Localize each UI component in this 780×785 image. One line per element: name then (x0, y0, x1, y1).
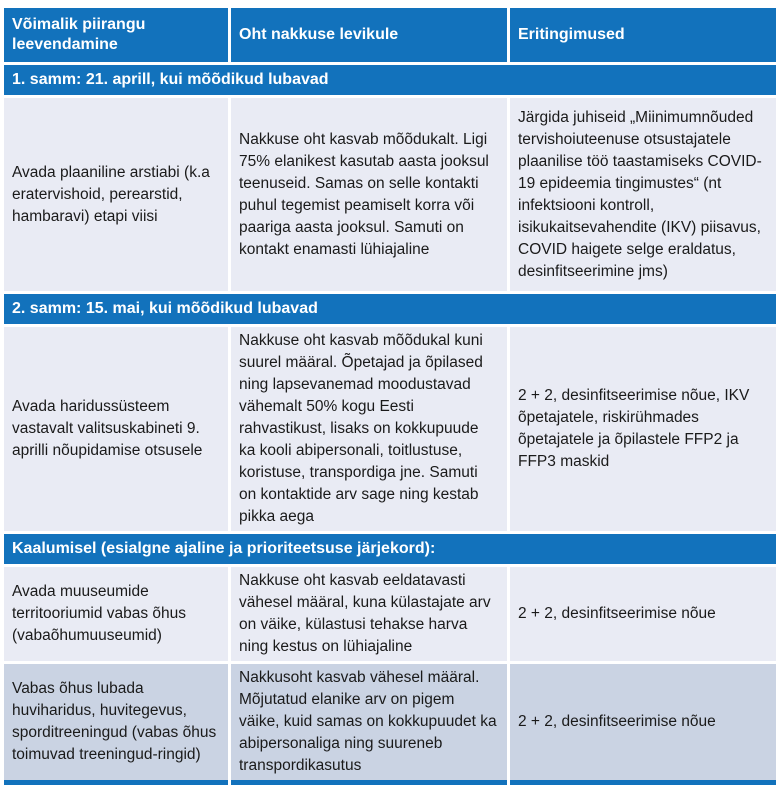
table-row (4, 98, 776, 291)
column-header-leevendamine: Võimalik piirangu leevendamine (4, 8, 228, 62)
column-header-oht: Oht nakkuse levikule (231, 8, 507, 62)
table-row (4, 567, 776, 661)
cell-eritingimused: Järgida juhiseid „Miinimumnõuded tervishoiuteenuse otsustajatele plaanilise töö taastamiseks COVID-19 epideemia tingimustes“ (nt infektsiooni kontroll, isikukaitsevahendite (IKV) piisavus, COVID haigete selge eraldatus, desinfitseerimine jms) (510, 98, 776, 291)
section-header-step2: 2. samm: 15. mai, kui mõõdikud lubavad (4, 294, 776, 324)
cell-eritingimused: 2 + 2, desinfitseerimise nõue, IKV õpetajatele, riskirühmades õpetajatele ja õpilastele FFP2 ja FFP3 maskid (510, 327, 776, 531)
table-row (4, 327, 776, 531)
table-header-row (4, 8, 776, 62)
cell-eritingimused: 2 + 2, desinfitseerimise nõue (510, 664, 776, 785)
section-header-step1: 1. samm: 21. aprill, kui mõõdikud lubavad (4, 65, 776, 95)
column-header-eritingimused: Eritingimused (510, 8, 776, 62)
cell-eritingimused: 2 + 2, desinfitseerimise nõue (510, 567, 776, 661)
section-header-kaalumisel: Kaalumisel (esialgne ajaline ja prioriteetsuse järjekord): (4, 534, 776, 564)
cell-oht: Nakkuse oht kasvab mõõdukalt. Ligi 75% elanikest kasutab aasta jooksul teenuseid. Samas on selle kontakti puhul tegemist peamiselt korra või paariga aasta jooksul. Samuti on kontakt enamasti lühiajaline (231, 98, 507, 291)
cell-leevendamine: Vabas õhus lubada huviharidus, huvitegevus, sporditreeningud (vabas õhus toimuvad treeningud-ringid) (4, 664, 228, 785)
table-row (4, 664, 776, 785)
cell-oht: Nakkuse oht kasvab mõõdukal kuni suurel määral. Õpetajad ja õpilased ning lapsevanemad moodustavad vähemalt 50% kogu Eesti rahvastikust, lisaks on kokkupuude ka kooli abipersonali, toitlustuse, koristuse, transpordiga jne. Samuti on kontaktide arv sage ning kestab pikka aega (231, 327, 507, 531)
cell-leevendamine: Avada plaaniline arstiabi (k.a eratervishoid, perearstid, hambaravi) etapi viisi (4, 98, 228, 291)
cell-oht: Nakkuse oht kasvab eeldatavasti vähesel määral, kuna külastajate arv on väike, külastusi tehakse harva ning kestus on lühiajaline (231, 567, 507, 661)
cell-leevendamine: Avada haridussüsteem vastavalt valitsuskabineti 9. aprilli nõupidamise otsusele (4, 327, 228, 531)
cell-oht: Nakkusoht kasvab vähesel määral. Mõjutatud elanike arv on pigem väike, kuid samas on kokkupuudet ka abipersonaliga ning suureneb transpordikasutus (231, 664, 507, 785)
cell-leevendamine: Avada muuseumide territooriumid vabas õhus (vabaõhumuuseumid) (4, 567, 228, 661)
